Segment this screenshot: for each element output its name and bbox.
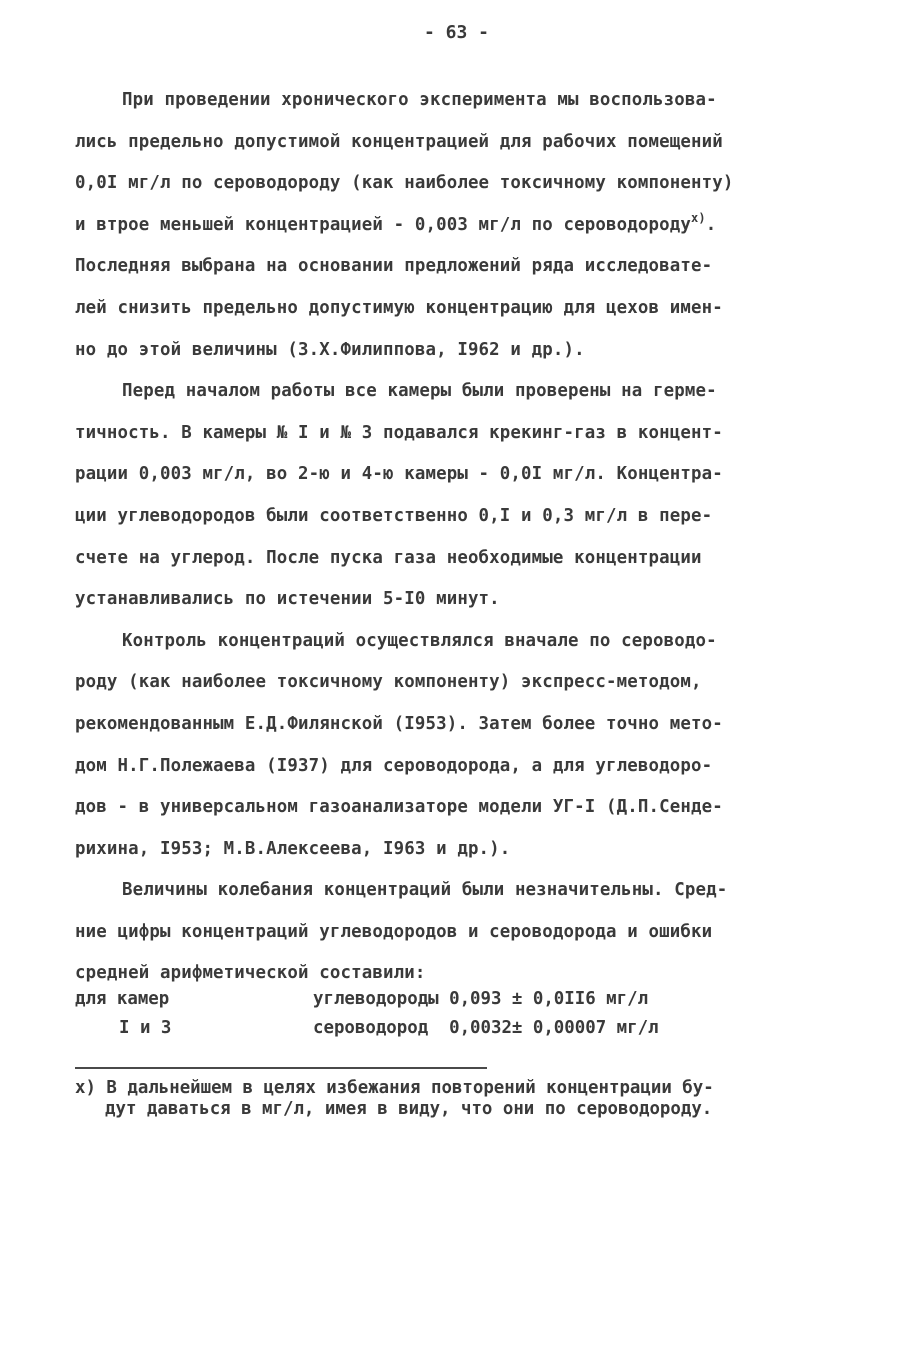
text-line: дов - в универсальном газоанализаторе модели УГ-I (Д.П.Сенде- [75,797,723,818]
page-number: - 63 - [423,22,490,43]
text-line: Последняя выбрана на основании предложений ряда исследовате- [75,256,713,277]
paragraph-1 [75,80,845,371]
footnote [75,1078,855,1120]
footnote-divider [75,1067,487,1069]
text-line: Контроль концентраций осуществлялся вначале по сероводо- [122,630,717,651]
footnote-marker: х) [690,210,706,225]
body-text [75,80,845,995]
text-line: роду (как наиболее токсичному компоненту) экспресс-методом, [75,672,702,693]
text-line: рации 0,003 мг/л, во 2-ю и 4-ю камеры - 0,0I мг/л. Концентра- [75,464,723,485]
text-line: ние цифры концентраций углеводородов и сероводорода и ошибки [75,921,713,942]
text-line: При проведении хронического эксперимента мы воспользова- [122,90,717,110]
text-line: Перед началом работы все камеры были проверены на герме- [122,381,717,402]
text-line-with-footnote-marker [75,205,845,247]
concentration-value: углеводороды 0,093 ± 0,0II6 мг/л [313,989,649,1009]
text-line: лей снизить предельно допустимую концентрацию для цехов имен- [75,297,723,318]
text-line: Величины колебания концентраций были незначительны. Сред- [122,880,728,901]
chamber-label: I и 3 [119,1018,172,1038]
text-line: средней арифметической составили: [75,963,426,984]
text-line: но до этой величины (З.Х.Филиппова, I962 и др.). [75,339,585,360]
concentration-row [75,1014,845,1043]
text-fragment: . [705,214,717,235]
paragraph-2 [75,371,845,621]
concentration-table [75,985,845,1043]
concentration-row [75,985,845,1014]
text-line: дом Н.Г.Полежаева (I937) для сероводорода, а для углеводоро- [75,755,713,776]
text-line: счете на углерод. После пуска газа необходимые концентрации [75,547,702,568]
text-line: тичность. В камеры № I и № 3 подавался крекинг-газ в концент- [75,422,723,443]
text-fragment: и втрое меньшей концентрацией - 0,003 мг/л по сероводороду [75,214,691,235]
text-line: устанавливались по истечении 5-I0 минут. [75,589,500,610]
text-line: ции углеводородов были соответственно 0,I и 0,3 мг/л в пере- [75,505,713,526]
text-line: рихина, I953; М.В.Алексеева, I963 и др.). [75,838,511,859]
concentration-value: сероводород 0,0032± 0,00007 мг/л [313,1018,659,1038]
text-line: рекомендованным Е.Д.Филянской (I953). Затем более точно мето- [75,713,723,734]
text-line: лись предельно допустимой концентрацией для рабочих помещений [75,131,723,152]
footnote-line: х) В дальнейшем в целях избежания повторений концентрации бу- [75,1078,714,1098]
paragraph-4 [75,870,845,995]
paragraph-3 [75,621,845,871]
footnote-line: дут даваться в мг/л, имея в виду, что они по сероводороду. [105,1099,713,1119]
chamber-label: для камер [75,989,170,1009]
text-line: 0,0I мг/л по сероводороду (как наиболее токсичному компоненту) [75,173,734,194]
